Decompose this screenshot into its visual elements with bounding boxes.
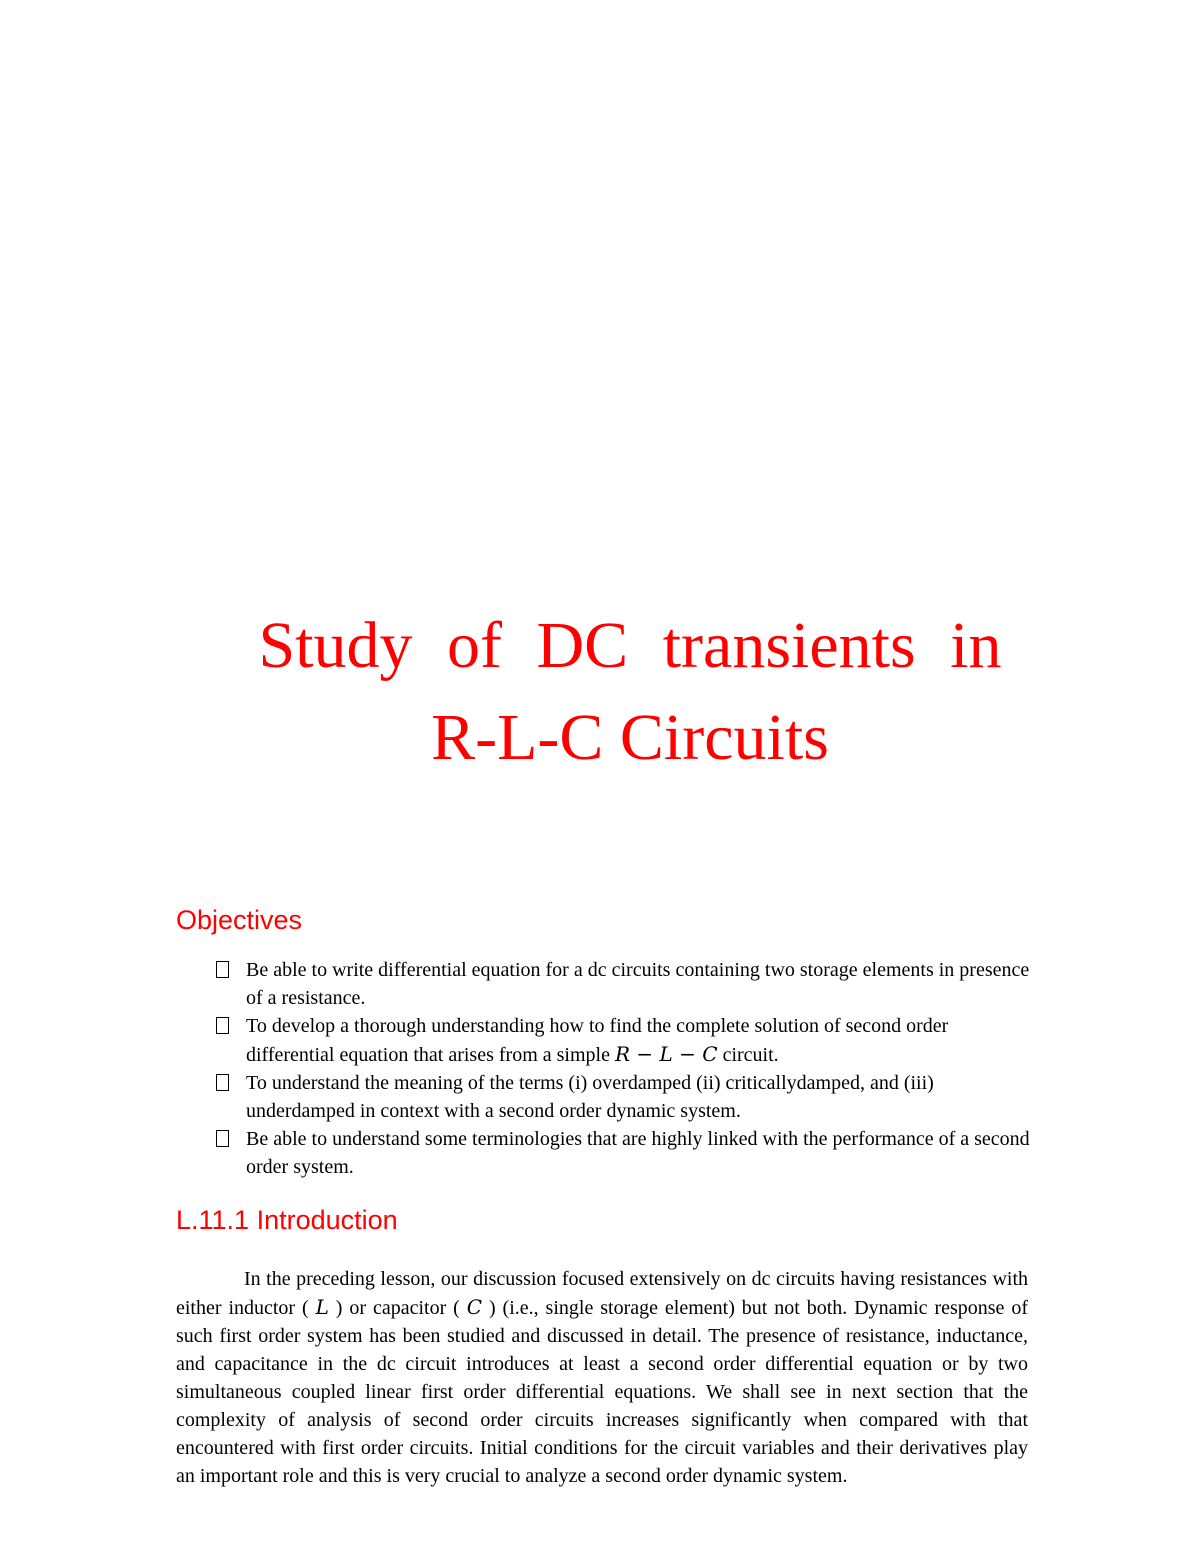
title-line-1: Study of DC transients in bbox=[258, 609, 1002, 682]
objective-text: To understand the meaning of the terms (i) overdamped (ii) criticallydamped, and (iii) underdamped in context with a second order dynamic system. bbox=[246, 1072, 934, 1122]
objectives-heading: Objectives bbox=[176, 905, 303, 935]
objective-text: To develop a thorough understanding how to find the complete solution of second order differential equation that arises from a simple bbox=[246, 1015, 949, 1066]
bullet-box-icon bbox=[216, 1074, 229, 1091]
objective-item bbox=[176, 1125, 1036, 1181]
introduction-paragraph bbox=[176, 1265, 1028, 1490]
objective-item bbox=[176, 1069, 1036, 1125]
objective-text: circuit. bbox=[717, 1044, 779, 1066]
math-symbol-capacitor: C bbox=[466, 1295, 483, 1319]
page-title bbox=[150, 600, 1110, 784]
introduction-heading: L.11.1 Introduction bbox=[176, 1205, 398, 1235]
intro-text: ) or capacitor ( bbox=[328, 1297, 467, 1319]
objectives-list bbox=[176, 956, 1036, 1181]
math-expression: R − L − C bbox=[614, 1042, 718, 1066]
objective-text: Be able to write differential equation for a dc circuits containing two storage elements in presence of a resistance. bbox=[246, 959, 1030, 1009]
bullet-box-icon bbox=[216, 1017, 229, 1034]
intro-text: In the preceding lesson, our discussion focused extensively on dc circuits having resistances with either inductor ( bbox=[176, 1268, 1028, 1319]
objective-item bbox=[176, 956, 1036, 1012]
bullet-box-icon bbox=[216, 961, 229, 978]
objective-item bbox=[176, 1012, 1036, 1069]
bullet-box-icon bbox=[216, 1130, 229, 1147]
intro-text: ) (i.e., single storage element) but not both. Dynamic response of such first order system has been studied and discussed in detail. The presence of resistance, inductance, and capacitance in the dc circuit introduces at least a second order differential equation or by two simultaneous coupled linear first order differential equations. We shall see in next section that the complexity of analysis of second order circuits increases significantly when compared with that encountered with first order circuits. Initial conditions for the circuit variables and their derivatives play an important role and this is very crucial to analyze a second order dynamic system. bbox=[176, 1297, 1028, 1487]
objective-text: Be able to understand some terminologies that are highly linked with the performance of a second order system. bbox=[246, 1128, 1030, 1178]
math-symbol-inductor: L bbox=[315, 1295, 329, 1319]
title-line-2: R-L-C Circuits bbox=[431, 701, 829, 774]
